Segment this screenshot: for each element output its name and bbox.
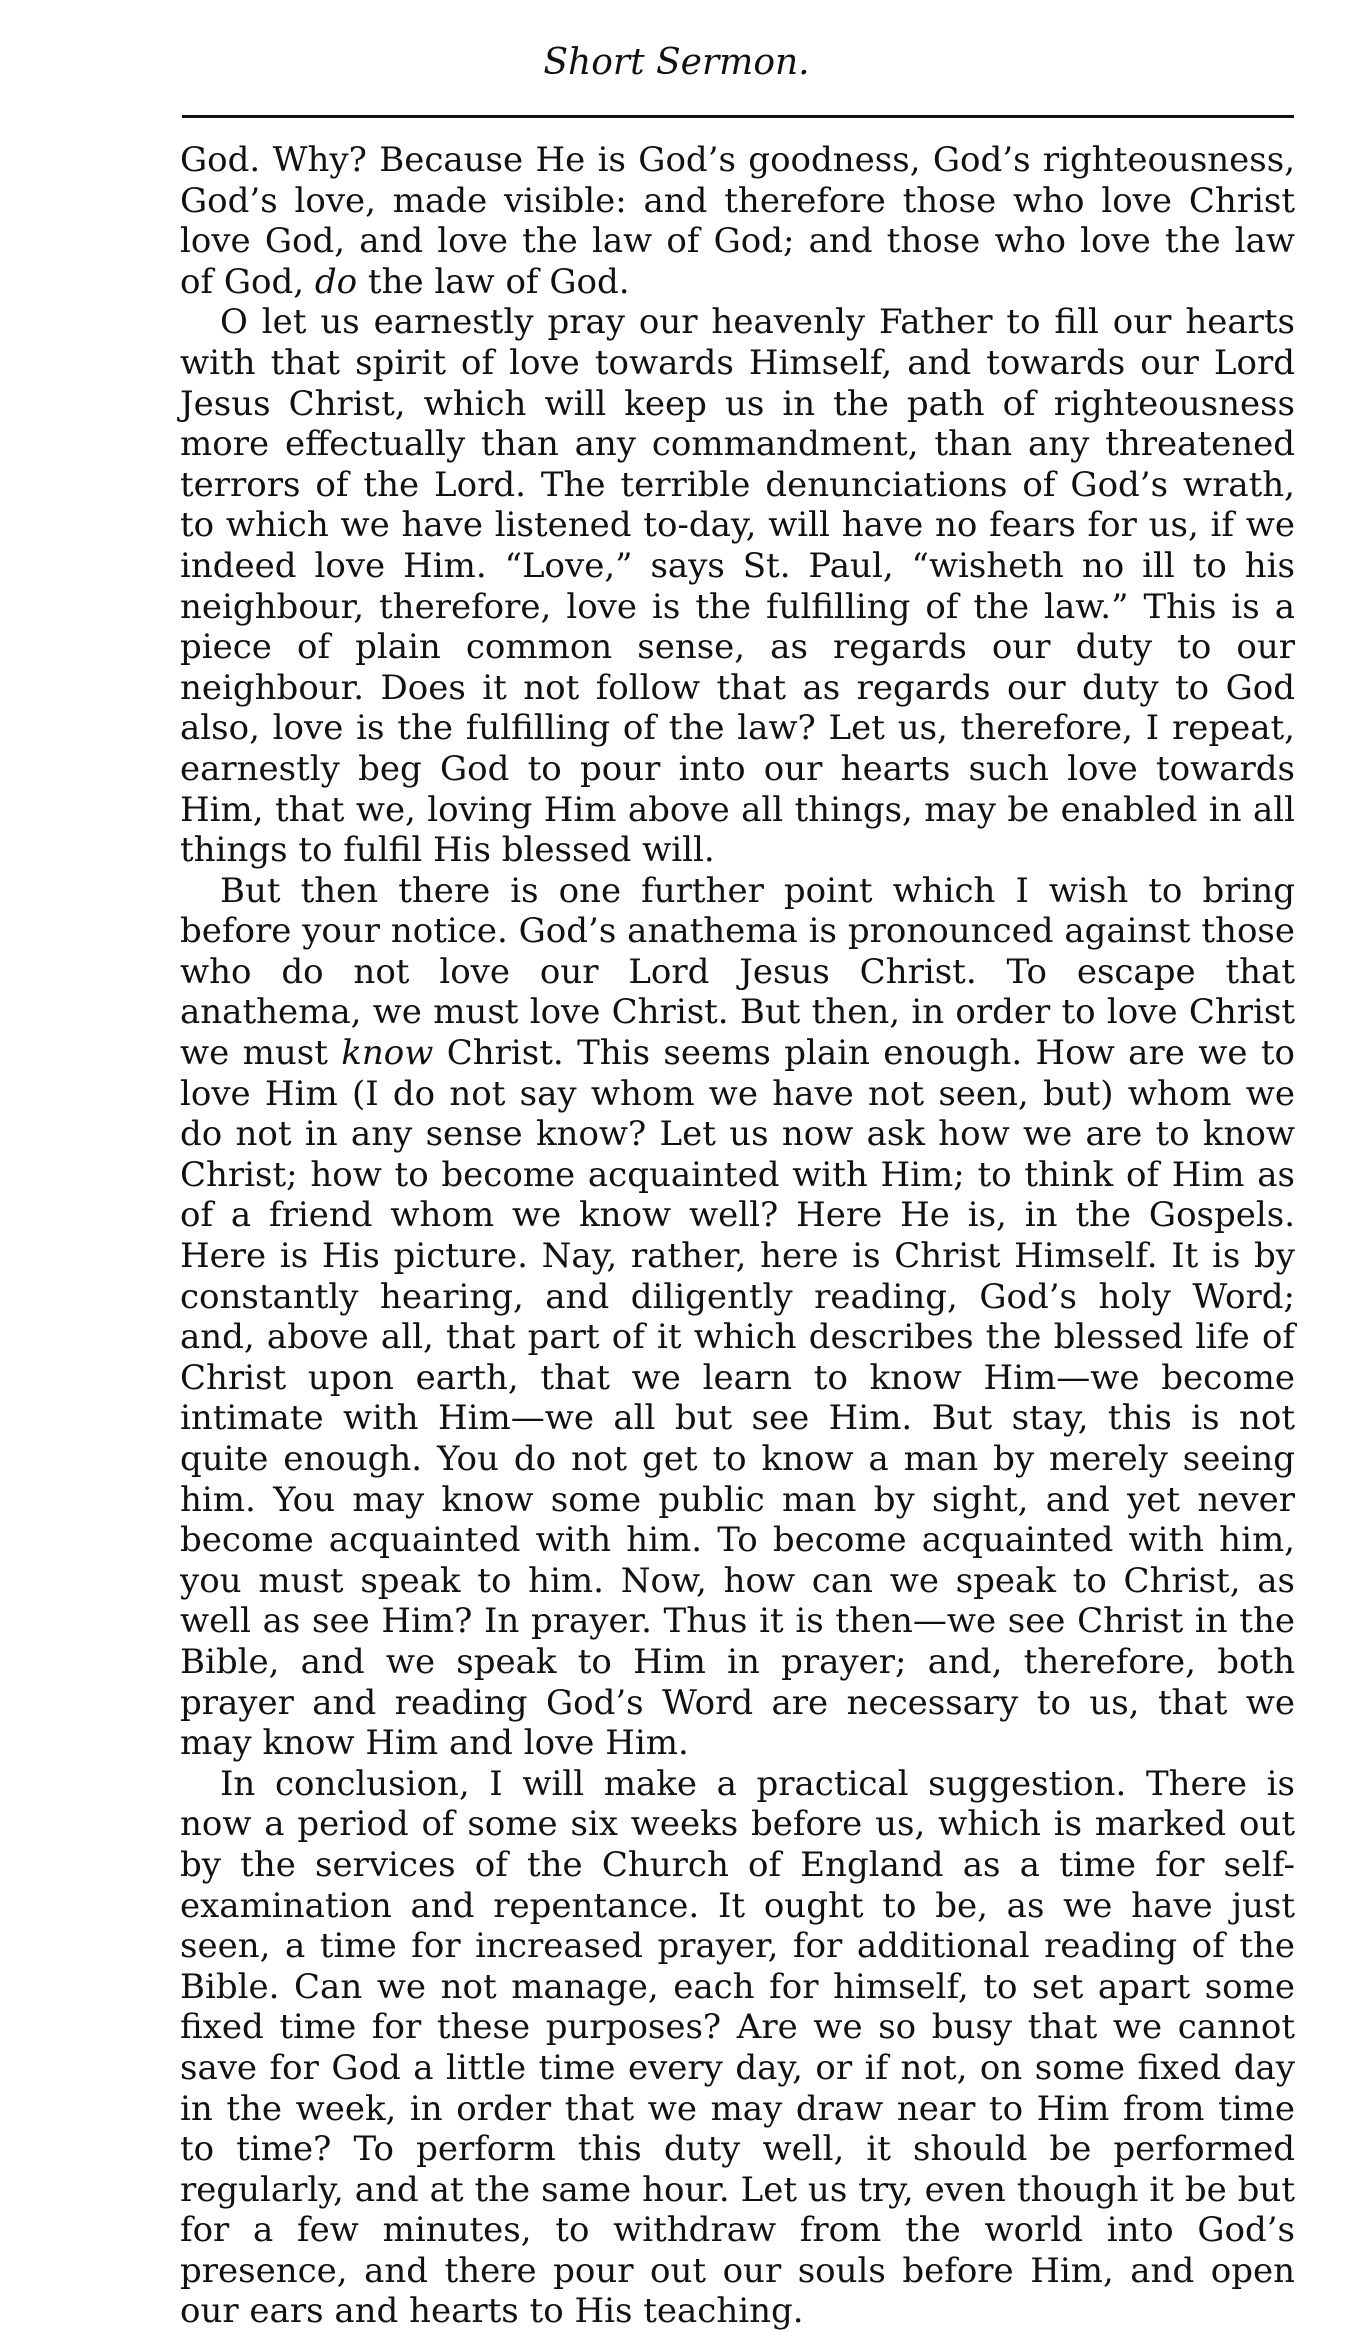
paragraph-2: O let us earnestly pray our heavenly Father to fill our hearts with that spirit of love towards Himself, and towards our Lord Jesus Christ, which will keep us in the path of righteousness more effectually than any commandment, than any threatened terrors of the Lord. The terrible denunciations of God’s wrath, to which we have listened to-day, will have no fears for us, if we indeed love Him. “Love,” says St. Paul, “wisheth no ill to his neighbour, therefore, love is the fulfilling of the law.” This is a piece of plain common sense, as regards our duty to our neighbour. Does it not follow that as regards our duty to God also, love is the fulfilling of the law? Let us, therefore, I repeat, earnestly beg God to pour into our hearts such love towards Him, that we, loving Him above all things, may be enabled in all things to fulfil His blessed will. <box>180 302 1295 871</box>
running-head: Short Sermon. <box>543 42 810 83</box>
sermon-body <box>180 140 1295 2332</box>
paragraph-1-end: the law of God. <box>357 261 630 302</box>
paragraph-4: In conclusion, I will make a practical suggestion. There is now a period of some six weeks before us, which is marked out by the services of the Church of England as a time for self-examination and repentance. It ought to be, as we have just seen, a time for increased prayer, for additional reading of the Bible. Can we not manage, each for himself, to set apart some fixed time for these purposes? Are we so busy that we cannot save for God a little time every day, or if not, on some fixed day in the week, in order that we may draw near to Him from time to time? To perform this duty well, it should be performed regularly, and at the same hour. Let us try, even though it be but for a few minutes, to withdraw from the world into God’s presence, and there pour out our souls before Him, and open our ears and hearts to His teaching. <box>180 1763 1295 2332</box>
paragraph-1-emphasis: do <box>314 261 358 302</box>
paragraph-1 <box>180 140 1295 302</box>
paragraph-3-emphasis: know <box>341 1033 434 1074</box>
paragraph-3-end: Christ. This seems plain enough. How are we to love Him (I do not say whom we have not seen, but) whom we do not in any sense know? Let us now ask how we are to know Christ; how to become acquainted with Him; to think of Him as of a friend whom we know well? Here He is, in the Gospels. Here is His picture. Nay, rather, here is Christ Himself. It is by constantly hearing, and diligently reading, God’s holy Word; and, above all, that part of it which describes the blessed life of Christ upon earth, that we learn to know Him—we become intimate with Him—we all but see Him. But stay, this is not quite enough. You do not get to know a man by merely seeing him. You may know some public man by sight, and yet never become acquainted with him. To become acquainted with him, you must speak to him. Now, how can we speak to Christ, as well as see Him? In prayer. Thus it is then—we see Christ in the Bible, and we speak to Him in prayer; and, therefore, both prayer and reading God’s Word are necessary to us, that we may know Him and love Him. <box>180 1033 1295 1764</box>
paragraph-3 <box>180 871 1295 1764</box>
paragraph-3-start: But then there is one further point which I wish to bring before your notice. God’s anathema is pronounced against those who do not love our Lord Jesus Christ. To escape that anathema, we must love Christ. But then, in order to love Christ we must <box>180 870 1295 1074</box>
paragraph-1-text: God. Why? Because He is God’s goodness, God’s righteousness, God’s love, made visible: and therefore those who love Christ love God, and love the law of God; and those who love the law of God, <box>180 140 1295 302</box>
header-rule <box>182 115 1294 118</box>
